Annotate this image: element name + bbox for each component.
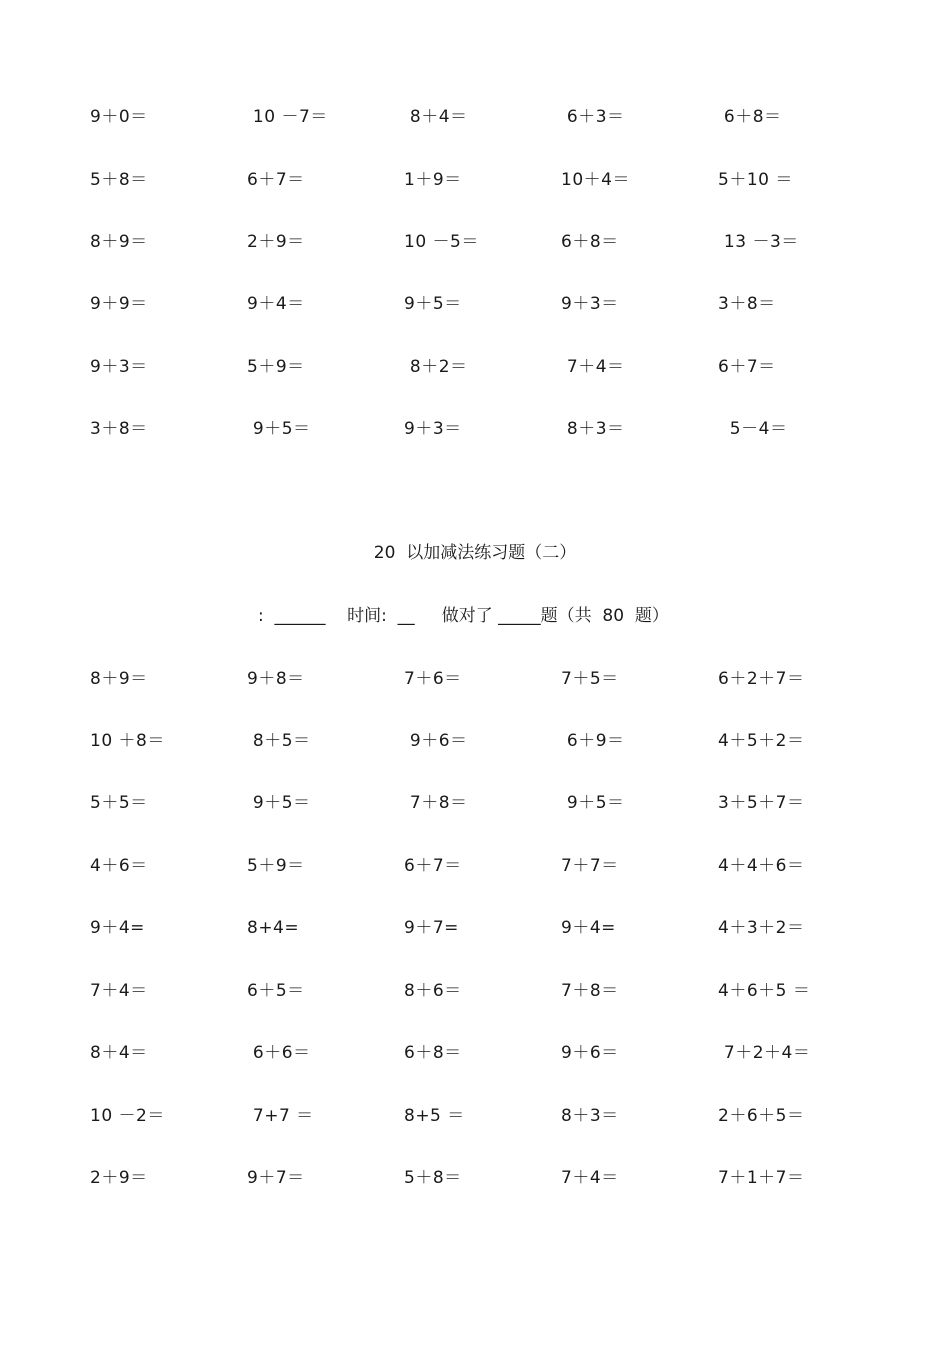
worksheet-title: 20 以加减法练习题（二） [373, 543, 577, 563]
math-problem: 8＋3＝ [561, 1106, 619, 1126]
problem-row [0, 293, 950, 323]
math-problem: 5＋8＝ [90, 170, 148, 190]
math-problem: 9＋5＝ [247, 793, 311, 813]
problem-row [0, 1167, 950, 1197]
math-problem: 9＋4= [90, 918, 145, 938]
math-problem: 9＋3＝ [90, 357, 148, 377]
math-problem: 5＋5＝ [90, 793, 148, 813]
math-problem: 9＋3＝ [561, 294, 619, 314]
math-problem: 6＋3＝ [561, 107, 625, 127]
math-problem: 10 －5＝ [404, 232, 479, 252]
math-problem: 4＋5＋2＝ [718, 731, 805, 751]
math-problem: 2＋9＝ [247, 232, 305, 252]
math-problem: 8＋3＝ [561, 419, 625, 439]
math-problem: 7+7 ＝ [247, 1106, 314, 1126]
math-problem: 7＋4＝ [561, 357, 625, 377]
math-problem: 6＋9＝ [561, 731, 625, 751]
math-problem: 6＋8＝ [718, 107, 782, 127]
problem-row [0, 668, 950, 698]
math-problem: 4＋4＋6＝ [718, 856, 805, 876]
math-problem: 7＋1＋7＝ [718, 1168, 805, 1188]
math-problem: 6＋7＝ [404, 856, 462, 876]
problem-row [0, 356, 950, 386]
math-problem: 7＋4＝ [561, 1168, 619, 1188]
math-problem: 7＋2＋4＝ [718, 1043, 811, 1063]
problem-row [0, 1042, 950, 1072]
math-problem: 2＋6＋5＝ [718, 1106, 805, 1126]
math-problem: 7＋7＝ [561, 856, 619, 876]
math-problem: 9＋0＝ [90, 107, 148, 127]
math-problem: 6＋7＝ [718, 357, 776, 377]
math-problem: 8+4= [247, 918, 300, 938]
problem-row [0, 418, 950, 448]
math-problem: 8＋2＝ [404, 357, 468, 377]
problem-row [0, 980, 950, 1010]
problem-row [0, 730, 950, 760]
math-problem: 10 －7＝ [247, 107, 328, 127]
math-problem: 9＋3＝ [404, 419, 462, 439]
math-problem: 9＋5＝ [404, 294, 462, 314]
math-problem: 6＋7＝ [247, 170, 305, 190]
math-problem: 8＋9＝ [90, 669, 148, 689]
worksheet-info-line: : ______ 时间: __ 做对了 _____题（共 80 题） [258, 606, 669, 626]
math-problem: 10 －2＝ [90, 1106, 165, 1126]
math-problem: 7＋8＝ [404, 793, 468, 813]
math-problem: 7＋8＝ [561, 981, 619, 1001]
math-problem: 9＋8＝ [247, 669, 305, 689]
math-problem: 10＋4＝ [561, 170, 630, 190]
problem-row [0, 169, 950, 199]
math-problem: 3＋8＝ [90, 419, 148, 439]
math-problem: 4＋6＋5 ＝ [718, 981, 811, 1001]
math-problem: 9＋7＝ [247, 1168, 305, 1188]
math-problem: 8＋5＝ [247, 731, 311, 751]
problem-row [0, 855, 950, 885]
math-problem: 4＋6＝ [90, 856, 148, 876]
math-problem: 6＋6＝ [247, 1043, 311, 1063]
math-problem: 5－4＝ [718, 419, 788, 439]
math-problem: 13 －3＝ [718, 232, 799, 252]
math-problem: 9＋4＝ [247, 294, 305, 314]
problem-row [0, 917, 950, 947]
math-problem: 5＋10 ＝ [718, 170, 793, 190]
problem-row [0, 231, 950, 261]
math-problem: 6＋8＝ [404, 1043, 462, 1063]
math-problem: 6＋8＝ [561, 232, 619, 252]
math-problem: 5＋8＝ [404, 1168, 462, 1188]
math-problem: 7＋4＝ [90, 981, 148, 1001]
math-problem: 3＋8＝ [718, 294, 776, 314]
math-problem: 5＋9＝ [247, 357, 305, 377]
math-problem: 6＋2＋7＝ [718, 669, 805, 689]
math-problem: 6＋5＝ [247, 981, 305, 1001]
math-problem: 9＋6＝ [561, 1043, 619, 1063]
math-problem: 5＋9＝ [247, 856, 305, 876]
math-problem: 8＋9＝ [90, 232, 148, 252]
math-problem: 8＋4＝ [404, 107, 468, 127]
math-problem: 9＋4= [561, 918, 616, 938]
math-problem: 7＋6＝ [404, 669, 462, 689]
math-problem: 1＋9＝ [404, 170, 462, 190]
math-problem: 8+5 ＝ [404, 1106, 465, 1126]
problem-row [0, 106, 950, 136]
math-problem: 9＋6＝ [404, 731, 468, 751]
math-problem: 4＋3＋2＝ [718, 918, 805, 938]
math-problem: 7＋5＝ [561, 669, 619, 689]
math-problem: 9＋9＝ [90, 294, 148, 314]
math-problem: 9＋5＝ [247, 419, 311, 439]
math-problem: 9＋7= [404, 918, 459, 938]
math-problem: 10 ＋8＝ [90, 731, 165, 751]
math-problem: 8＋6＝ [404, 981, 462, 1001]
math-problem: 8＋4＝ [90, 1043, 148, 1063]
math-problem: 2＋9＝ [90, 1168, 148, 1188]
math-problem: 3＋5＋7＝ [718, 793, 805, 813]
problem-row [0, 792, 950, 822]
problem-row [0, 1105, 950, 1135]
math-problem: 9＋5＝ [561, 793, 625, 813]
